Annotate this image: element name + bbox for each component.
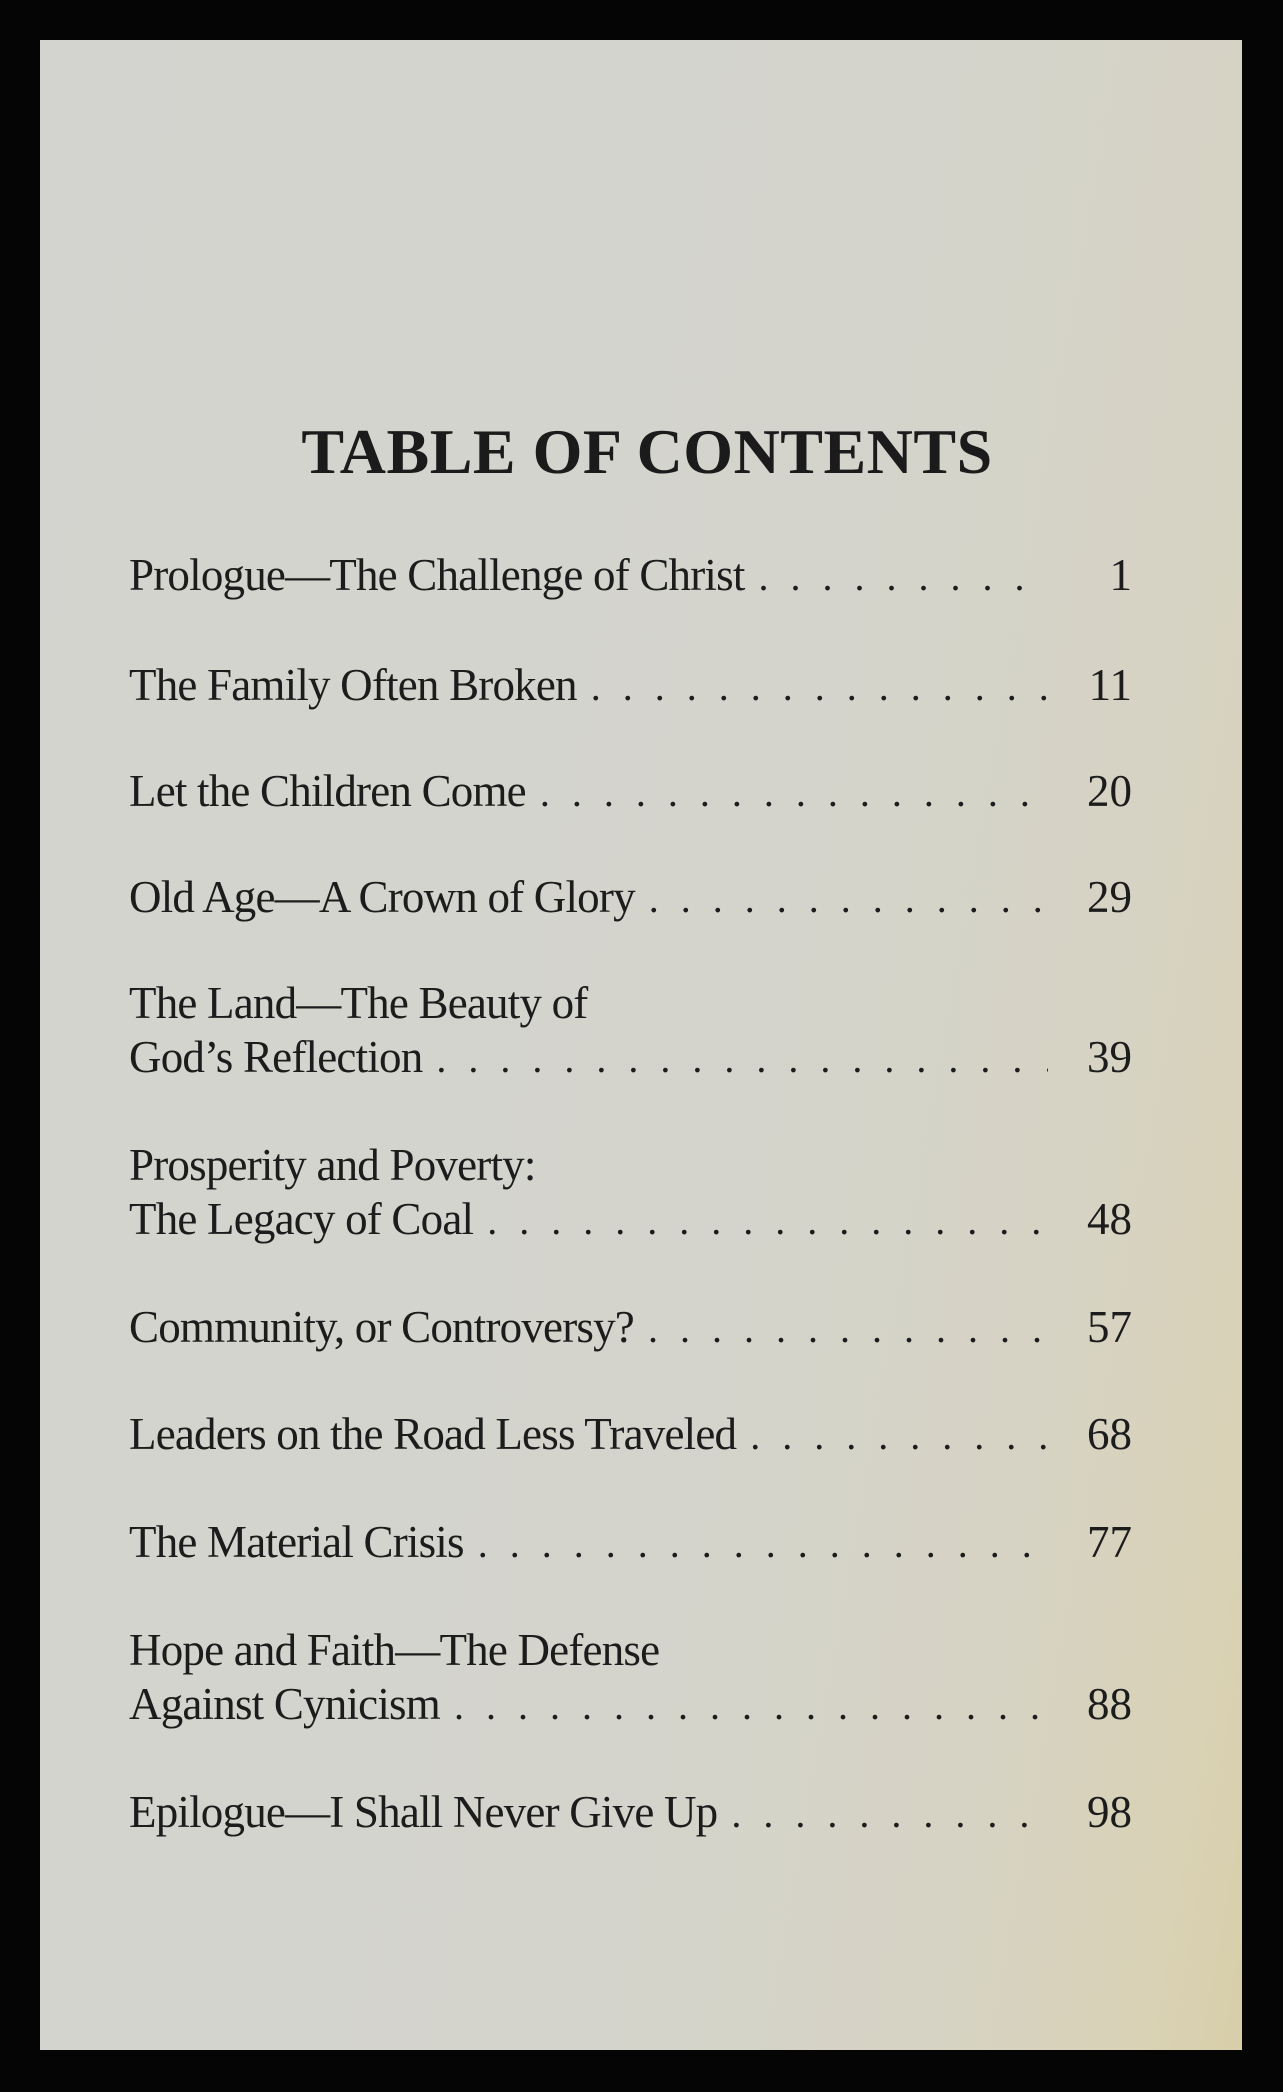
toc-entry xyxy=(129,1623,1132,1731)
toc-page-number: 29 xyxy=(1087,872,1132,922)
toc-page-number: 57 xyxy=(1087,1302,1132,1352)
toc-entry-title: Community, or Controversy? xyxy=(129,1302,634,1352)
toc-page-number: 11 xyxy=(1088,660,1132,710)
toc-entry xyxy=(129,764,1132,818)
toc-entry-title-line: Hope and Faith—The Defense xyxy=(129,1625,660,1675)
toc-page-number: 1 xyxy=(1109,550,1132,600)
toc-entry-title-line: God’s Reflection xyxy=(129,1032,423,1082)
toc-entry-title: Epilogue—I Shall Never Give Up xyxy=(129,1787,718,1837)
toc-entry xyxy=(129,1515,1132,1569)
dot-leader xyxy=(750,1409,1048,1463)
toc-page-number: 88 xyxy=(1087,1679,1132,1729)
dot-leader xyxy=(731,1787,1048,1841)
dot-leader xyxy=(648,1302,1048,1356)
toc-page-number: 20 xyxy=(1087,766,1132,816)
toc-entry xyxy=(129,1300,1132,1354)
dot-leader xyxy=(454,1679,1048,1733)
toc-page-number: 48 xyxy=(1087,1194,1132,1244)
toc-entry-title: Old Age—A Crown of Glory xyxy=(129,872,635,922)
book-page xyxy=(40,40,1242,2050)
toc-entry-title-line: The Land—The Beauty of xyxy=(129,978,588,1028)
toc-entry-title: Let the Children Come xyxy=(129,766,526,816)
toc-page-number: 98 xyxy=(1087,1787,1132,1837)
toc-entry xyxy=(129,976,1132,1084)
toc-entry-title-line: Prosperity and Poverty: xyxy=(129,1140,536,1190)
dot-leader xyxy=(478,1517,1048,1571)
toc-entry-title: The Family Often Broken xyxy=(129,660,577,710)
page-title: TABLE OF CONTENTS xyxy=(301,416,993,487)
toc-entry xyxy=(129,658,1132,712)
dot-leader xyxy=(591,660,1048,714)
toc-entry-title: The Material Crisis xyxy=(129,1517,464,1567)
toc-entry xyxy=(129,1138,1132,1246)
toc-page-number: 77 xyxy=(1087,1517,1132,1567)
toc-entry xyxy=(129,1785,1132,1839)
toc-entry xyxy=(129,1407,1132,1461)
dot-leader xyxy=(487,1194,1048,1248)
dot-leader xyxy=(759,550,1048,604)
toc-entry-title: Prologue—The Challenge of Christ xyxy=(129,550,745,600)
dot-leader xyxy=(540,766,1048,820)
toc-page-number: 68 xyxy=(1087,1409,1132,1459)
dot-leader xyxy=(649,872,1048,926)
toc-entry-title-line: The Legacy of Coal xyxy=(129,1194,474,1244)
dot-leader xyxy=(436,1032,1048,1086)
toc-entry xyxy=(129,548,1132,602)
toc-entry-title-line: Against Cynicism xyxy=(129,1679,440,1729)
toc-entry xyxy=(129,870,1132,924)
toc-entry-title: Leaders on the Road Less Traveled xyxy=(129,1409,737,1459)
toc-page-number: 39 xyxy=(1087,1032,1132,1082)
